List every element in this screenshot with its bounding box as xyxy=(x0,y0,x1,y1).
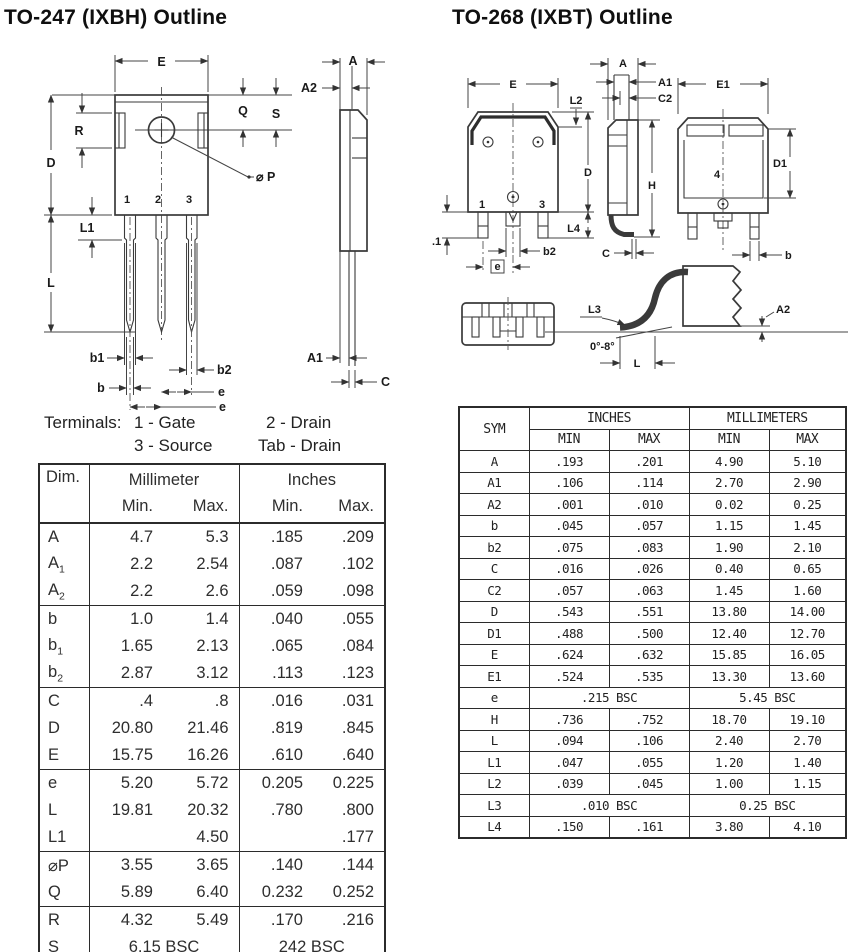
col-header-sym: SYM xyxy=(459,407,529,451)
cell-mm-max: 3.65 xyxy=(163,852,239,880)
cell-mm-min: .4 xyxy=(89,688,163,716)
cell-mm-min: 0.40 xyxy=(689,558,769,580)
cell-mm-min: 4.32 xyxy=(89,907,163,935)
cell-mm-max: 21.46 xyxy=(163,715,239,742)
terminal-3: 3 - Source xyxy=(134,436,213,455)
cell-in-max: .177 xyxy=(341,828,374,846)
cell-sym: b xyxy=(459,515,529,537)
cell-mm-min: 4.90 xyxy=(689,451,769,473)
to247-front-view xyxy=(52,87,292,410)
cell-in-max: 0.225 xyxy=(313,770,385,798)
table-row xyxy=(39,742,385,770)
cell-in-max: .551 xyxy=(609,601,689,623)
to268-lead-detail-view xyxy=(545,266,848,370)
cell-mm-min: 1.90 xyxy=(689,537,769,559)
table-row xyxy=(39,824,385,852)
cell-mm-max: .8 xyxy=(163,688,239,716)
to268-front-dimensions xyxy=(432,78,595,273)
cell-mm-bsc: 6.15 BSC xyxy=(89,934,239,952)
cell-mm-max: 1.60 xyxy=(769,580,846,602)
terminal-tab: Tab - Drain xyxy=(258,436,342,455)
col-header-mm-max: MAX xyxy=(769,429,846,451)
cell-in-max: .845 xyxy=(341,719,374,737)
col-header-in-min: Min. xyxy=(271,496,303,515)
dim-label-c: C xyxy=(381,375,391,389)
table-row xyxy=(459,644,846,666)
cell-mm-max: 13.60 xyxy=(769,666,846,688)
col-header-mm-max: Max. xyxy=(163,493,239,523)
col-header-inches: Inches xyxy=(287,470,337,489)
col-header-dim: Dim. xyxy=(39,464,89,523)
dim-label-e-pitch-2: e xyxy=(219,400,226,414)
cell-mm-max: 12.70 xyxy=(769,623,846,645)
cell-mm-max: 2.70 xyxy=(769,730,846,752)
dim-label-e-width: E xyxy=(157,55,166,69)
cell-mm-min: 4.7 xyxy=(89,523,163,551)
dim-label-l: L xyxy=(47,276,55,290)
cell-mm-min: 1.15 xyxy=(689,515,769,537)
cell-sym: L1 xyxy=(459,752,529,774)
cell-dim: $b_1$ xyxy=(39,633,89,660)
dim-label-b: b xyxy=(785,250,792,262)
cell-dim: L1 xyxy=(39,824,89,852)
cell-in-min: .780 xyxy=(270,801,303,819)
cell-mm-max: 5.72 xyxy=(163,770,239,798)
cell-in-min: .543 xyxy=(529,601,609,623)
cell-sym: D xyxy=(459,601,529,623)
cell-mm-bsc: 5.45 BSC xyxy=(689,687,846,709)
dim-label-a: A xyxy=(348,54,358,68)
cell-dim: D xyxy=(39,715,89,742)
cell-in-min: .045 xyxy=(529,515,609,537)
dim-label-lead-angle: 0°-8° xyxy=(590,341,615,353)
cell-in-max: .102 xyxy=(341,555,374,573)
cell-in-max: 0.252 xyxy=(332,883,374,901)
cell-in-min: .193 xyxy=(529,451,609,473)
cell-mm-min: 2.87 xyxy=(120,664,153,682)
cell-dim: C xyxy=(39,688,89,716)
cell-sym: L2 xyxy=(459,773,529,795)
cell-in-min: .150 xyxy=(529,816,609,838)
to268-dimension-table xyxy=(458,406,847,839)
to247-title: TO-247 (IXBH) Outline xyxy=(4,6,228,29)
dim-label-foot-l: L xyxy=(633,358,641,370)
table-row xyxy=(459,515,846,537)
cell-dim: $A_2$ xyxy=(39,578,89,606)
table-row xyxy=(459,795,846,817)
cell-in-max: .216 xyxy=(313,907,385,935)
cell-mm-max: 16.26 xyxy=(163,742,239,770)
cell-dim: L xyxy=(39,797,89,824)
cell-dim: $A_1$ xyxy=(39,551,89,578)
cell-in-bsc: .215 BSC xyxy=(529,687,689,709)
cell-dim: e xyxy=(39,770,89,798)
cell-sym: C2 xyxy=(459,580,529,602)
terminals-label: Terminals: xyxy=(44,413,122,432)
cell-in-max: .144 xyxy=(313,852,385,880)
tab-label: 4 xyxy=(713,169,721,181)
cell-mm-min: 1.00 xyxy=(689,773,769,795)
cell-mm-min: 18.70 xyxy=(689,709,769,731)
dim-label-q: Q xyxy=(238,104,248,118)
pin1-label: 1 xyxy=(123,194,131,206)
table-row xyxy=(39,934,385,952)
cell-mm-min: 1.45 xyxy=(689,580,769,602)
dim-label-a2: A2 xyxy=(301,81,317,95)
cell-in-min: .736 xyxy=(529,709,609,731)
cell-mm-min: 19.81 xyxy=(111,801,153,819)
cell-mm-max: 0.25 xyxy=(769,494,846,516)
cell-in-max: .084 xyxy=(341,637,374,655)
cell-sym: A2 xyxy=(459,494,529,516)
cell-in-max: .201 xyxy=(609,451,689,473)
cell-sym: H xyxy=(459,709,529,731)
dim-label-l1: L1 xyxy=(79,221,95,235)
cell-in-min: .039 xyxy=(529,773,609,795)
cell-in-min: .016 xyxy=(529,558,609,580)
pin1-label: 1 xyxy=(478,199,486,211)
table-row xyxy=(459,451,846,473)
terminal-2: 2 - Drain xyxy=(266,413,332,432)
cell-mm-max: 5.3 xyxy=(163,523,239,551)
dim-label-l1: .1 xyxy=(432,236,442,248)
cell-dim: ⌀P xyxy=(39,852,89,880)
cell-mm-max: 1.40 xyxy=(769,752,846,774)
table-row xyxy=(459,601,846,623)
table-row xyxy=(459,558,846,580)
to268-bottom-view xyxy=(462,297,554,350)
table-row xyxy=(459,623,846,645)
table-row xyxy=(39,907,385,935)
cell-dim: A xyxy=(39,523,89,551)
cell-in-max: .632 xyxy=(609,644,689,666)
cell-in-min: .113 xyxy=(272,664,303,682)
col-header-in-max: Max. xyxy=(338,496,374,515)
cell-mm-max: 20.32 xyxy=(163,797,239,824)
table-row xyxy=(459,580,846,602)
dim-label-d: D xyxy=(584,167,592,179)
dim-label-l4: L4 xyxy=(567,223,580,235)
dim-label-b2: b2 xyxy=(217,363,232,377)
cell-in-min: .047 xyxy=(529,752,609,774)
cell-in-bsc: 242 BSC xyxy=(278,938,345,952)
table-row xyxy=(459,816,846,838)
cell-in-min: .170 xyxy=(239,907,313,935)
cell-in-min: .057 xyxy=(529,580,609,602)
cell-in-min: .016 xyxy=(239,688,313,716)
cell-in-min: .106 xyxy=(529,472,609,494)
cell-mm-max: 5.49 xyxy=(163,907,239,935)
cell-in-min: .094 xyxy=(529,730,609,752)
to247-side-view xyxy=(301,54,390,389)
cell-in-max: .057 xyxy=(609,515,689,537)
cell-in-max: .031 xyxy=(313,688,385,716)
dim-label-r: R xyxy=(74,124,84,138)
pin2-label: 2 xyxy=(154,194,162,206)
cell-in-min: 0.205 xyxy=(239,770,313,798)
cell-sym: L xyxy=(459,730,529,752)
table-row xyxy=(459,752,846,774)
cell-mm-max: 2.54 xyxy=(163,551,239,578)
to268-front-view xyxy=(468,103,558,253)
table-row xyxy=(39,660,385,688)
cell-in-min xyxy=(239,824,313,852)
cell-in-max: .026 xyxy=(609,558,689,580)
cell-mm-min: 1.65 xyxy=(120,637,153,655)
cell-mm-max: 2.13 xyxy=(163,633,239,660)
dim-label-e-pitch: e xyxy=(494,261,501,273)
dim-label-l3: L3 xyxy=(588,304,601,316)
cell-mm-min: 15.85 xyxy=(689,644,769,666)
table-row xyxy=(39,852,385,880)
cell-mm-max: 6.40 xyxy=(163,879,239,907)
col-header-mm-min: MIN xyxy=(689,429,769,451)
dim-label-d: D xyxy=(46,156,56,170)
cell-mm-min: 12.40 xyxy=(689,623,769,645)
cell-dim: E xyxy=(39,742,89,770)
pin3-label: 3 xyxy=(185,194,193,206)
cell-mm-min: 5.89 xyxy=(120,883,153,901)
cell-in-min: .040 xyxy=(239,606,313,634)
dim-label-e-width: E xyxy=(509,79,517,91)
cell-sym: A xyxy=(459,451,529,473)
cell-mm-max: 1.45 xyxy=(769,515,846,537)
cell-in-min: .001 xyxy=(529,494,609,516)
cell-in-min: .624 xyxy=(529,644,609,666)
dim-label-b: b xyxy=(97,381,105,395)
table-row xyxy=(459,687,846,709)
table-row xyxy=(39,578,385,606)
table-row xyxy=(39,633,385,660)
cell-mm-max: 14.00 xyxy=(769,601,846,623)
cell-in-max: .045 xyxy=(609,773,689,795)
cell-sym: e xyxy=(459,687,529,709)
cell-mm-max: 0.65 xyxy=(769,558,846,580)
table-row xyxy=(459,730,846,752)
cell-mm-max: 2.6 xyxy=(163,578,239,606)
cell-mm-min: 2.2 xyxy=(130,582,153,600)
cell-sym: L3 xyxy=(459,795,529,817)
dim-label-hole-diameter: ⌀ P xyxy=(256,170,276,184)
col-header-millimeters: MILLIMETERS xyxy=(689,407,846,429)
table-row xyxy=(39,797,385,824)
to268-outline-drawing xyxy=(430,45,850,403)
cell-mm-min: 13.80 xyxy=(689,601,769,623)
cell-in-max: .535 xyxy=(609,666,689,688)
cell-in-max: .800 xyxy=(341,801,374,819)
dim-label-a2: A2 xyxy=(776,304,791,316)
table-row xyxy=(39,606,385,634)
cell-sym: E1 xyxy=(459,666,529,688)
cell-in-max: .063 xyxy=(609,580,689,602)
cell-in-min: .488 xyxy=(529,623,609,645)
cell-in-max: .640 xyxy=(341,746,374,764)
cell-in-min: .087 xyxy=(270,555,303,573)
cell-mm-min: 2.2 xyxy=(130,555,153,573)
dim-label-a1: A1 xyxy=(307,351,323,365)
dim-label-b2: b2 xyxy=(543,246,556,258)
cell-mm-max: 4.50 xyxy=(163,824,239,852)
cell-in-min: .059 xyxy=(270,582,303,600)
cell-in-bsc: .010 BSC xyxy=(529,795,689,817)
cell-mm-min: 1.20 xyxy=(689,752,769,774)
cell-mm-min: 2.40 xyxy=(689,730,769,752)
dim-label-d1: D1 xyxy=(772,158,787,170)
cell-mm-min: 15.75 xyxy=(111,746,153,764)
terminal-1: 1 - Gate xyxy=(134,413,196,432)
table-row xyxy=(459,494,846,516)
cell-mm-min: 1.0 xyxy=(89,606,163,634)
cell-in-min: .524 xyxy=(529,666,609,688)
dim-label-b1: b1 xyxy=(89,351,105,365)
cell-sym: b2 xyxy=(459,537,529,559)
cell-mm-max: 3.12 xyxy=(163,660,239,688)
cell-in-max: .161 xyxy=(609,816,689,838)
cell-dim: S xyxy=(39,934,89,952)
cell-mm-max: 19.10 xyxy=(769,709,846,731)
dim-label-e1: E1 xyxy=(716,79,730,91)
table-row xyxy=(459,537,846,559)
table-row xyxy=(459,666,846,688)
cell-mm-min: 3.55 xyxy=(89,852,163,880)
cell-sym: D1 xyxy=(459,623,529,645)
table-row xyxy=(39,715,385,742)
cell-mm-min: 20.80 xyxy=(111,719,153,737)
cell-sym: C xyxy=(459,558,529,580)
to247-outline-drawing xyxy=(30,45,425,417)
to268-back-view xyxy=(678,78,796,262)
cell-mm-bsc: 0.25 BSC xyxy=(689,795,846,817)
dim-label-a1: A1 xyxy=(658,77,673,89)
table-row xyxy=(39,879,385,907)
table-row xyxy=(39,523,385,551)
cell-in-min: .140 xyxy=(239,852,313,880)
col-header-in-max: MAX xyxy=(609,429,689,451)
cell-in-max: .098 xyxy=(341,582,374,600)
to247-dimension-table xyxy=(38,463,386,952)
formed-lead xyxy=(620,272,688,328)
cell-mm-min: 2.70 xyxy=(689,472,769,494)
col-header-in-min: MIN xyxy=(529,429,609,451)
cell-mm-max: 5.10 xyxy=(769,451,846,473)
dim-label-c2: C2 xyxy=(658,93,673,105)
table-row xyxy=(39,770,385,798)
cell-dim: b xyxy=(39,606,89,634)
cell-mm-min: 3.80 xyxy=(689,816,769,838)
cell-in-max: .083 xyxy=(609,537,689,559)
cell-sym: A1 xyxy=(459,472,529,494)
cell-in-max: .055 xyxy=(609,752,689,774)
cell-mm-max: 4.10 xyxy=(769,816,846,838)
cell-in-max: .500 xyxy=(609,623,689,645)
table-row xyxy=(39,551,385,578)
cell-in-min: .075 xyxy=(529,537,609,559)
pin3-label: 3 xyxy=(538,199,546,211)
cell-mm-max: 2.90 xyxy=(769,472,846,494)
cell-sym: E xyxy=(459,644,529,666)
dim-label-l2: L2 xyxy=(569,95,583,107)
col-header-mm-min: Min. xyxy=(121,496,153,515)
cell-in-max: .106 xyxy=(609,730,689,752)
dim-label-c: C xyxy=(602,248,610,260)
dim-label-e-pitch-1: e xyxy=(218,385,225,399)
cell-mm-min: 0.02 xyxy=(689,494,769,516)
cell-dim: $b_2$ xyxy=(39,660,89,688)
cell-mm-max: 16.05 xyxy=(769,644,846,666)
to247-front-dimensions xyxy=(44,55,280,414)
cell-in-max: .114 xyxy=(609,472,689,494)
cell-dim: R xyxy=(39,907,89,935)
to268-side-view xyxy=(590,56,672,260)
table-row xyxy=(459,472,846,494)
cell-mm-max: 1.4 xyxy=(163,606,239,634)
cell-mm-max: 2.10 xyxy=(769,537,846,559)
cell-mm-min: 13.30 xyxy=(689,666,769,688)
cell-in-min: .185 xyxy=(239,523,313,551)
cell-in-max: .055 xyxy=(313,606,385,634)
cell-in-min: .819 xyxy=(270,719,303,737)
cell-sym: L4 xyxy=(459,816,529,838)
cell-in-min: .610 xyxy=(270,746,303,764)
cell-in-max: .010 xyxy=(609,494,689,516)
cell-in-max: .752 xyxy=(609,709,689,731)
col-header-inches: INCHES xyxy=(529,407,689,429)
cell-in-min: .065 xyxy=(270,637,303,655)
cell-in-min: 0.232 xyxy=(261,883,303,901)
cell-mm-min xyxy=(89,824,163,852)
cell-in-max: .209 xyxy=(313,523,385,551)
cell-in-max: .123 xyxy=(341,664,374,682)
table-row xyxy=(459,773,846,795)
table-row xyxy=(39,688,385,716)
cell-mm-min: 5.20 xyxy=(89,770,163,798)
dim-label-h: H xyxy=(648,180,656,192)
dim-label-s: S xyxy=(271,107,281,121)
col-header-millimeter: Millimeter xyxy=(89,464,239,493)
dim-label-a: A xyxy=(619,58,627,70)
gull-wing-lead xyxy=(611,215,634,235)
table-row xyxy=(459,709,846,731)
cell-dim: Q xyxy=(39,879,89,907)
to268-title: TO-268 (IXBT) Outline xyxy=(452,6,673,29)
cell-mm-max: 1.15 xyxy=(769,773,846,795)
